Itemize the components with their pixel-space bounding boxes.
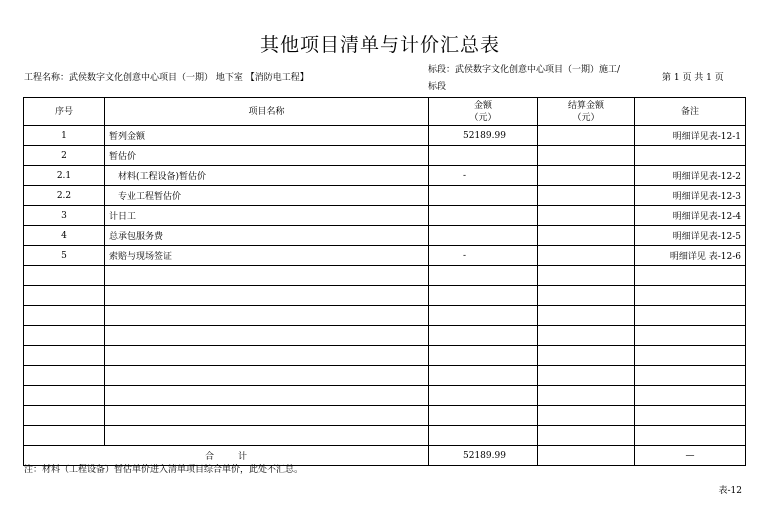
total-amount: 52189.99 (429, 446, 538, 466)
row-no: 4 (24, 226, 105, 246)
empty-row (24, 366, 746, 386)
table-row (24, 226, 746, 246)
row-amount: 52189.99 (429, 126, 538, 146)
header-amount (429, 98, 538, 126)
header-amount-label: 金额 (473, 100, 492, 111)
row-settle (538, 186, 635, 206)
header-name: 项目名称 (105, 98, 429, 126)
empty-row (24, 426, 746, 446)
table-row (24, 186, 746, 206)
empty-row (24, 286, 746, 306)
row-no: 3 (24, 206, 105, 226)
summary-table (23, 97, 746, 466)
row-settle (538, 206, 635, 226)
row-settle (538, 146, 635, 166)
table-row (24, 246, 746, 266)
row-remark (635, 146, 746, 166)
empty-row (24, 306, 746, 326)
total-label-b: 计 (238, 452, 248, 462)
project-name: 工程名称：武侯数字文化创意中心项目（一期） 地下室 【消防电工程】 (24, 73, 309, 83)
table-row (24, 146, 746, 166)
row-name: 专业工程暂估价 (105, 186, 429, 206)
row-no: 1 (24, 126, 105, 146)
page-title: 其他项目清单与计价汇总表 (259, 34, 500, 56)
row-name: 暂估价 (105, 146, 429, 166)
total-settle (538, 446, 635, 466)
row-remark: 明细详见表-12-4 (635, 206, 746, 226)
empty-row (24, 386, 746, 406)
empty-row (24, 266, 746, 286)
row-remark: 明细详见表-12-1 (635, 126, 746, 146)
row-remark: 明细详见表-12-3 (635, 186, 746, 206)
row-remark: 明细详见 表-12-6 (635, 246, 746, 266)
row-remark: 明细详见表-12-2 (635, 166, 746, 186)
table-code: 表-12 (718, 486, 742, 496)
row-settle (538, 226, 635, 246)
table-row (24, 126, 746, 146)
row-settle (538, 166, 635, 186)
row-name: 总承包服务费 (105, 226, 429, 246)
header-amount-unit: （元） (469, 112, 497, 123)
row-name: 计日工 (105, 206, 429, 226)
row-no: 2 (24, 146, 105, 166)
row-settle (538, 246, 635, 266)
row-amount (429, 226, 538, 246)
section-name: 标段：武侯数字文化创意中心项目（一期）施工/标段 (428, 65, 621, 92)
row-remark: 明细详见表-12-5 (635, 226, 746, 246)
row-amount: - (429, 246, 538, 266)
row-no: 5 (24, 246, 105, 266)
header-settle-unit: （元） (572, 112, 600, 123)
empty-row (24, 346, 746, 366)
row-amount (429, 146, 538, 166)
header-settle-label: 结算金额 (567, 100, 604, 111)
row-name: 材料(工程设备)暂估价 (105, 166, 429, 186)
row-amount: - (429, 166, 538, 186)
row-no: 2.2 (24, 186, 105, 206)
table-row (24, 206, 746, 226)
row-no: 2.1 (24, 166, 105, 186)
total-remark: — (635, 446, 746, 466)
header-settle (538, 98, 635, 126)
total-label-a: 合 (204, 452, 214, 462)
table-header-row (24, 98, 746, 126)
footnote: 注：材料（工程设备）暂估单价进入清单项目综合单价，此处不汇总。 (24, 465, 304, 475)
table-row (24, 166, 746, 186)
empty-row (24, 406, 746, 426)
empty-row (24, 326, 746, 346)
page-number: 第 1 页 共 1 页 (662, 73, 724, 83)
row-name: 索赔与现场签证 (105, 246, 429, 266)
row-amount (429, 186, 538, 206)
row-amount (429, 206, 538, 226)
header-no: 序号 (24, 98, 105, 126)
row-name: 暂列金额 (105, 126, 429, 146)
header-remark: 备注 (635, 98, 746, 126)
row-settle (538, 126, 635, 146)
